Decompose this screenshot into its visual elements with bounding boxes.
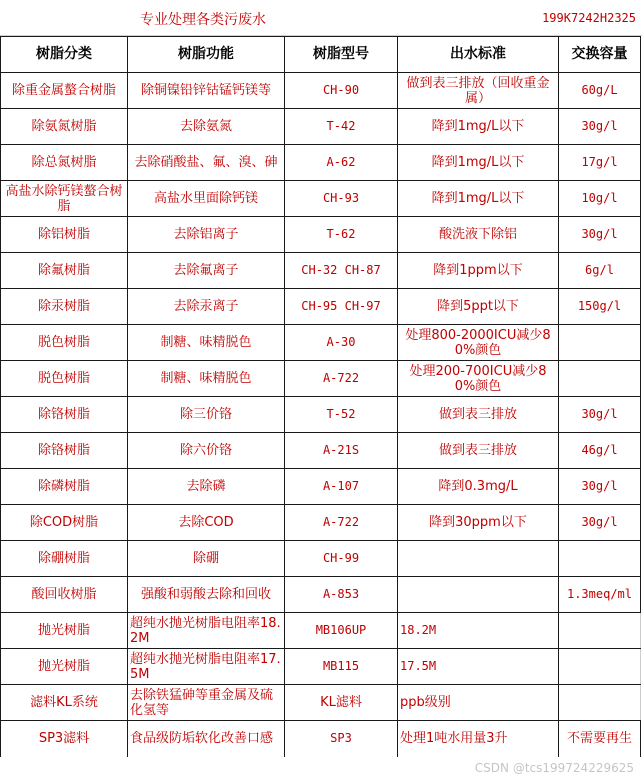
effluent-standard: 处理800-2000ICU减少80%颜色	[398, 325, 559, 361]
resin-category: 除总氮树脂	[1, 145, 128, 181]
resin-model: CH-95 CH-97	[285, 289, 398, 325]
effluent-standard: 降到1mg/L以下	[398, 109, 559, 145]
resin-category: SP3滤料	[1, 721, 128, 757]
effluent-standard: 降到1mg/L以下	[398, 145, 559, 181]
exchange-capacity	[559, 649, 641, 685]
column-header: 树脂功能	[128, 37, 285, 73]
resin-model: MB115	[285, 649, 398, 685]
resin-category: 除汞树脂	[1, 289, 128, 325]
table-row	[1, 613, 641, 649]
effluent-standard: 做到表三排放	[398, 433, 559, 469]
table-row	[1, 109, 641, 145]
resin-model: T-52	[285, 397, 398, 433]
table-row	[1, 505, 641, 541]
header-row	[1, 37, 641, 73]
exchange-capacity: 150g/l	[559, 289, 641, 325]
resin-function: 除六价铬	[128, 433, 285, 469]
resin-category: 酸回收树脂	[1, 577, 128, 613]
resin-model: CH-32 CH-87	[285, 253, 398, 289]
resin-category: 除硼树脂	[1, 541, 128, 577]
table-row	[1, 541, 641, 577]
resin-model: A-62	[285, 145, 398, 181]
resin-category: 抛光树脂	[1, 649, 128, 685]
exchange-capacity	[559, 613, 641, 649]
resin-category: 除氟树脂	[1, 253, 128, 289]
effluent-standard: 酸洗液下除铝	[398, 217, 559, 253]
effluent-standard: 处理200-700ICU减少80%颜色	[398, 361, 559, 397]
resin-category: 除重金属螯合树脂	[1, 73, 128, 109]
table-row	[1, 145, 641, 181]
resin-model: CH-99	[285, 541, 398, 577]
resin-table	[0, 36, 641, 757]
exchange-capacity: 10g/l	[559, 181, 641, 217]
exchange-capacity: 6g/l	[559, 253, 641, 289]
resin-function: 食品级防垢软化改善口感	[128, 721, 285, 757]
effluent-standard: 17.5M	[398, 649, 559, 685]
resin-function: 除铜镍铅锌钴锰钙镁等	[128, 73, 285, 109]
resin-function: 除硼	[128, 541, 285, 577]
sheet-title: 专业处理各类污废水	[140, 12, 266, 28]
resin-function: 去除硝酸盐、氟、溴、砷	[128, 145, 285, 181]
resin-model: T-42	[285, 109, 398, 145]
resin-function: 制糖、味精脱色	[128, 325, 285, 361]
watermark: CSDN @tcs199724229625	[474, 761, 634, 775]
column-header: 树脂分类	[1, 37, 128, 73]
resin-model: A-107	[285, 469, 398, 505]
effluent-standard: 降到1mg/L以下	[398, 181, 559, 217]
column-header: 出水标准	[398, 37, 559, 73]
resin-category: 除氨氮树脂	[1, 109, 128, 145]
resin-model: T-62	[285, 217, 398, 253]
resin-function: 去除氟离子	[128, 253, 285, 289]
resin-model: A-853	[285, 577, 398, 613]
effluent-standard: 做到表三排放（回收重金属）	[398, 73, 559, 109]
column-header: 树脂型号	[285, 37, 398, 73]
column-header: 交换容量	[559, 37, 641, 73]
table-row	[1, 577, 641, 613]
resin-model: CH-93	[285, 181, 398, 217]
title-bar	[0, 0, 642, 36]
exchange-capacity	[559, 361, 641, 397]
exchange-capacity: 1.3meq/ml	[559, 577, 641, 613]
resin-category: 高盐水除钙镁螯合树脂	[1, 181, 128, 217]
resin-function: 高盐水里面除钙镁	[128, 181, 285, 217]
resin-function: 强酸和弱酸去除和回收	[128, 577, 285, 613]
resin-model: A-722	[285, 505, 398, 541]
resin-category: 脱色树脂	[1, 361, 128, 397]
resin-function: 去除COD	[128, 505, 285, 541]
exchange-capacity: 30g/l	[559, 397, 641, 433]
effluent-standard: 降到5ppt以下	[398, 289, 559, 325]
table-row	[1, 73, 641, 109]
effluent-standard: 降到30ppm以下	[398, 505, 559, 541]
table-row	[1, 181, 641, 217]
table-row	[1, 433, 641, 469]
effluent-standard	[398, 541, 559, 577]
effluent-standard: 降到1ppm以下	[398, 253, 559, 289]
resin-category: 除磷树脂	[1, 469, 128, 505]
resin-function: 去除磷	[128, 469, 285, 505]
resin-category: 除铬树脂	[1, 433, 128, 469]
table-row	[1, 685, 641, 721]
effluent-standard: 降到0.3mg/L	[398, 469, 559, 505]
resin-category: 滤料KL系统	[1, 685, 128, 721]
effluent-standard	[398, 577, 559, 613]
resin-function: 去除汞离子	[128, 289, 285, 325]
resin-model: KL滤料	[285, 685, 398, 721]
exchange-capacity: 60g/L	[559, 73, 641, 109]
contact-code: 199K7242H2325	[542, 11, 636, 25]
effluent-standard: 做到表三排放	[398, 397, 559, 433]
exchange-capacity: 30g/l	[559, 469, 641, 505]
resin-model: SP3	[285, 721, 398, 757]
exchange-capacity: 17g/l	[559, 145, 641, 181]
resin-category: 除铬树脂	[1, 397, 128, 433]
effluent-standard: 处理1吨水用量3升	[398, 721, 559, 757]
resin-model: A-30	[285, 325, 398, 361]
resin-category: 抛光树脂	[1, 613, 128, 649]
resin-model: A-21S	[285, 433, 398, 469]
exchange-capacity	[559, 325, 641, 361]
table-row	[1, 397, 641, 433]
resin-function: 去除铁猛砷等重金属及硫化氢等	[128, 685, 285, 721]
resin-model: CH-90	[285, 73, 398, 109]
resin-function: 制糖、味精脱色	[128, 361, 285, 397]
resin-model: A-722	[285, 361, 398, 397]
table-row	[1, 469, 641, 505]
exchange-capacity: 不需要再生	[559, 721, 641, 757]
table-row	[1, 361, 641, 397]
resin-function: 超纯水抛光树脂电阻率17.5M	[128, 649, 285, 685]
effluent-standard: ppb级别	[398, 685, 559, 721]
resin-function: 去除氨氮	[128, 109, 285, 145]
resin-model: MB106UP	[285, 613, 398, 649]
resin-function: 超纯水抛光树脂电阻率18.2M	[128, 613, 285, 649]
exchange-capacity: 30g/l	[559, 505, 641, 541]
exchange-capacity	[559, 685, 641, 721]
exchange-capacity: 46g/l	[559, 433, 641, 469]
resin-category: 脱色树脂	[1, 325, 128, 361]
resin-function: 除三价铬	[128, 397, 285, 433]
resin-category: 除铝树脂	[1, 217, 128, 253]
table-row	[1, 253, 641, 289]
exchange-capacity	[559, 541, 641, 577]
table-row	[1, 289, 641, 325]
resin-category: 除COD树脂	[1, 505, 128, 541]
table-row	[1, 721, 641, 757]
table-row	[1, 217, 641, 253]
table-row	[1, 325, 641, 361]
effluent-standard: 18.2M	[398, 613, 559, 649]
table-row	[1, 649, 641, 685]
exchange-capacity: 30g/l	[559, 109, 641, 145]
exchange-capacity: 30g/l	[559, 217, 641, 253]
resin-function: 去除铝离子	[128, 217, 285, 253]
